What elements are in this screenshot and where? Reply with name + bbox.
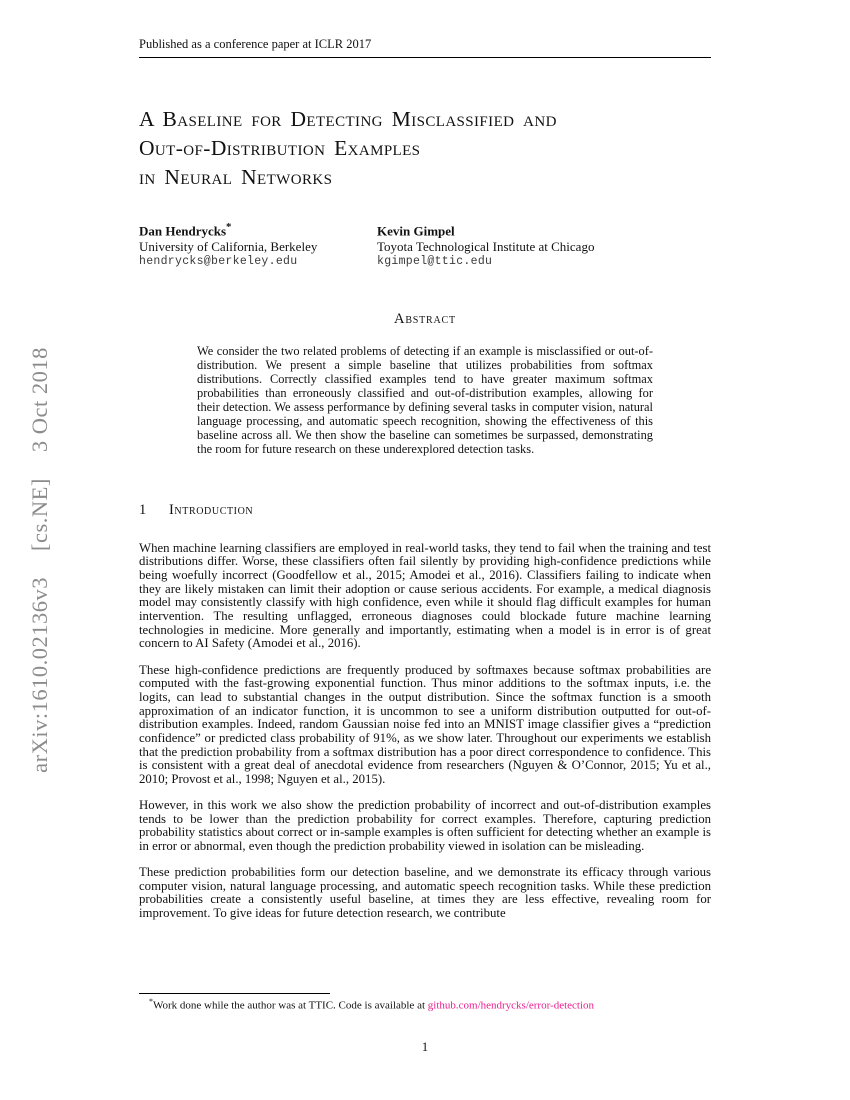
intro-paragraph-2: These high-confidence predictions are frequently produced by softmaxes because softmax probabilities are computed with the fast-growing exponential function. Thus minor additions to the softmax inputs, i.e. the logits, can lead to substantial changes in the output distribution. Since the softmax function is a smooth approximation of an indicator function, it is uncommon to see a uniform distribution outputted for out-of-distribution examples. Indeed, random Gaussian noise fed into an MNIST image classifier gives a “prediction confidence” or predicted class probability of 91%, as we show later. Throughout our experiments we establish that the prediction probability from a softmax distribution has a poor direct correspondence to confidence. This is consistent with a great deal of anecdotal evidence from researchers (Nguyen & O’Connor, 2015; Yu et al., 2010; Provost et al., 1998; Nguyen et al., 2015). [139, 662, 711, 786]
author-2 [377, 220, 711, 270]
arxiv-date: 3 Oct 2018 [27, 347, 52, 453]
title-line-3: in Neural Networks [139, 165, 333, 189]
intro-paragraph-1: When machine learning classifiers are employed in real-world tasks, they tend to fail when the training and test distributions differ. Worse, these classifiers often fail silently by providing high-confidence predictions while being woefully incorrect (Goodfellow et al., 2015; Amodei et al., 2016). Classifiers failing to indicate when they are likely mistaken can limit their adoption or cause serious accidents. For example, a medical diagnosis model may consistently classify with high confidence, even while it should flag difficult examples for human intervention. The resulting unflagged, erroneous diagnoses could blockade future machine learning technologies in medicine. More generally and importantly, estimating when a model is in error is of great concern to AI Safety (Amodei et al., 2016). [139, 540, 711, 651]
intro-paragraph-3: However, in this work we also show the prediction probability of incorrect and out-of-distribution examples tends to be lower than the prediction probability for correct examples. Therefore, capturing prediction probability statistics about correct or in-sample examples is often sufficient for detecting whether an example is in error or abnormal, even though the prediction probability viewed in isolation can be misleading. [139, 797, 711, 853]
section-heading-introduction [139, 502, 711, 519]
abstract-heading: Abstract [394, 310, 456, 327]
paper-content [139, 0, 711, 921]
footnote-text [139, 997, 711, 1012]
author-2-affiliation: Toyota Technological Institute at Chicago [377, 238, 595, 254]
abstract-text: We consider the two related problems of detecting if an example is misclassified or out-of-distribution. We present a simple baseline that utilizes probabilities from softmax distributions. Correctly classified examples tend to have greater maximum softmax probabilities than erroneously classified and out-of-distribution examples, allowing for their detection. We assess performance by defining several tasks in computer vision, natural language processing, and automatic speech recognition, showing the effectiveness of this baseline across all. We then show the baseline can sometimes be surpassed, demonstrating the room for future research on these underexplored detection tasks. [197, 343, 653, 456]
author-1-name [139, 220, 377, 239]
section-title: Introduction [169, 501, 254, 518]
author-1-affiliation: University of California, Berkeley [139, 238, 318, 254]
code-repository-link[interactable]: github.com/hendrycks/error-detection [427, 999, 595, 1012]
section-number: 1 [139, 501, 147, 518]
footnote-marker: * [149, 997, 153, 1006]
author-1-email: hendrycks@berkeley.edu [139, 255, 298, 269]
author-1-name-text: Dan Hendrycks [139, 223, 227, 239]
footnote-rule [139, 993, 330, 994]
page-number: 1 [421, 1040, 429, 1054]
paper-title [139, 105, 711, 192]
arxiv-category: [cs.NE] [27, 478, 52, 551]
author-2-name [377, 220, 711, 239]
arxiv-watermark [27, 347, 53, 773]
arxiv-id: arXiv:1610.02136v3 [27, 577, 52, 773]
footnote-block [139, 993, 711, 1012]
author-2-email: kgimpel@ttic.edu [377, 255, 493, 269]
footnote-body: Work done while the author was at TTIC. Code is available at [153, 999, 428, 1012]
title-line-1: A Baseline for Detecting Misclassified and [139, 107, 557, 131]
author-2-name-text: Kevin Gimpel [377, 223, 455, 239]
title-line-2: Out-of-Distribution Examples [139, 136, 421, 160]
author-block-row [139, 220, 711, 270]
header-rule [139, 57, 711, 58]
author-1 [139, 220, 377, 270]
running-header: Published as a conference paper at ICLR 2017 [139, 37, 372, 51]
author-1-footnote-mark: * [226, 221, 232, 233]
intro-paragraph-4: These prediction probabilities form our detection baseline, and we demonstrate its efficacy through various computer vision, natural language processing, and automatic speech recognition tasks. While these prediction probabilities create a consistently useful baseline, at times they are less effective, revealing room for improvement. To give ideas for future detection research, we contribute [139, 865, 711, 921]
